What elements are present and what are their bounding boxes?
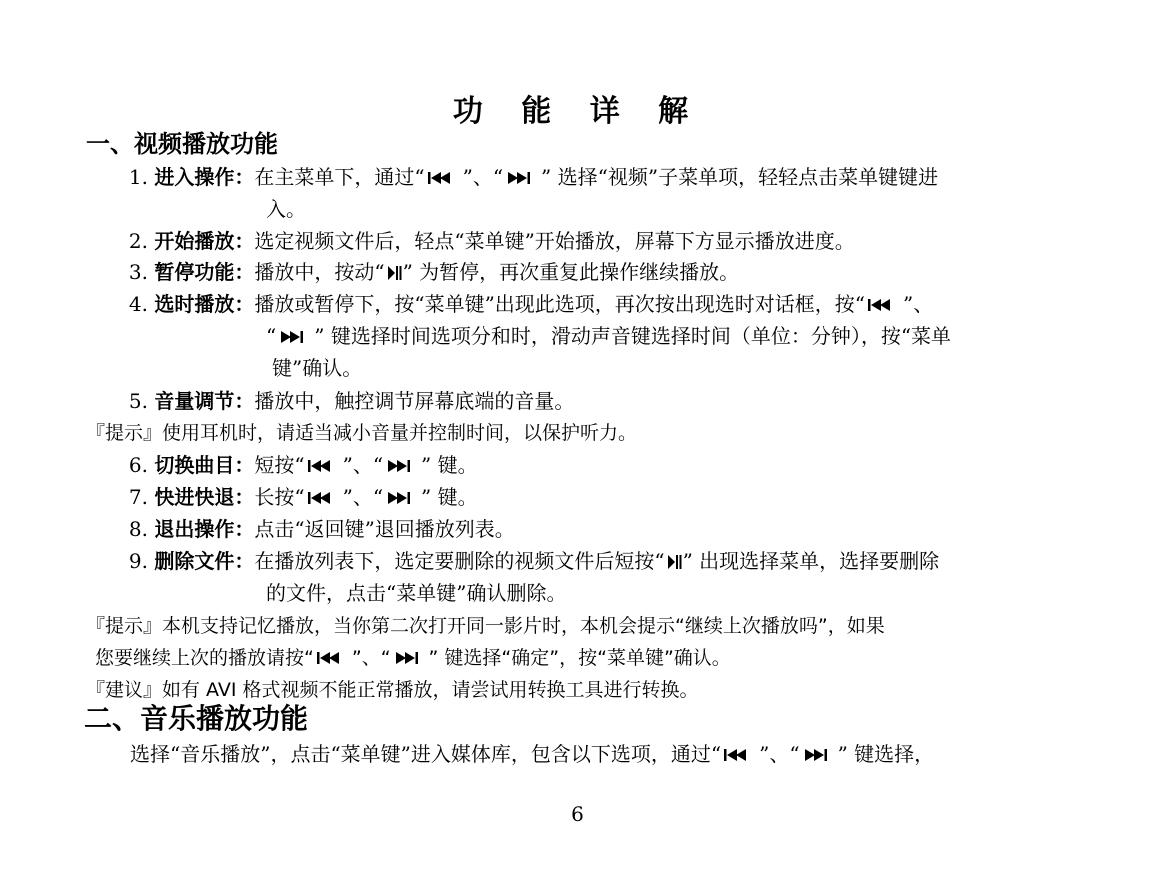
tip-note: 『提示』使用耳机时，请适当减小音量并控制时间，以保护听力。 bbox=[86, 422, 638, 444]
list-item bbox=[116, 515, 515, 543]
item-text: 短按“ bbox=[254, 453, 305, 477]
paragraph bbox=[130, 740, 934, 768]
next-track-icon bbox=[503, 171, 541, 185]
item-label: 快进快退： bbox=[154, 485, 255, 509]
play-pause-icon bbox=[665, 554, 683, 570]
item-text: 播放或暂停下，按“菜单键”出现此选项，再次按出现选时对话框，按“ bbox=[254, 292, 866, 316]
item-text: 点击“返回键”退回播放列表。 bbox=[254, 517, 515, 541]
list-item bbox=[116, 290, 933, 318]
list-item bbox=[116, 387, 574, 415]
prev-track-icon bbox=[314, 651, 352, 665]
next-track-icon bbox=[391, 651, 429, 665]
item-continuation: 入。 bbox=[266, 197, 306, 221]
item-text: ”、“ bbox=[342, 453, 384, 477]
item-text: 长按“ bbox=[254, 485, 305, 509]
paragraph-text: ” 键选择， bbox=[837, 742, 935, 766]
list-item bbox=[116, 227, 855, 255]
next-track-icon bbox=[800, 748, 838, 762]
item-text: 在播放列表下，选定要删除的视频文件后短按“ bbox=[254, 549, 665, 573]
tip-text: ” 键选择“确定”，按“菜单键”确认。 bbox=[428, 647, 731, 669]
item-number: 2. bbox=[128, 229, 148, 253]
list-item bbox=[116, 483, 478, 511]
item-label: 切换曲目： bbox=[154, 453, 255, 477]
item-text: ”、“ bbox=[342, 485, 384, 509]
item-text: 播放中，按动“ bbox=[254, 260, 385, 284]
page-title: 功 能 详 解 bbox=[452, 94, 703, 129]
item-number: 7. bbox=[128, 485, 148, 509]
item-number: 3. bbox=[128, 260, 148, 284]
item-number: 8. bbox=[128, 517, 148, 541]
item-number: 9. bbox=[128, 549, 148, 573]
item-label: 开始播放： bbox=[154, 229, 255, 253]
next-track-icon bbox=[383, 491, 421, 505]
tip-note-continuation bbox=[95, 644, 731, 672]
play-pause-icon bbox=[385, 265, 403, 281]
item-text: ” 键。 bbox=[421, 485, 478, 509]
section-heading-music: 二、音乐播放功能 bbox=[84, 702, 309, 735]
section-heading-video: 一、视频播放功能 bbox=[86, 129, 278, 158]
item-number: 1. bbox=[128, 165, 148, 189]
list-item bbox=[116, 258, 739, 286]
item-number: 4. bbox=[128, 292, 148, 316]
prev-track-icon bbox=[865, 298, 903, 312]
item-label: 音量调节： bbox=[154, 389, 255, 413]
item-number: 5. bbox=[128, 389, 148, 413]
item-label: 删除文件： bbox=[154, 549, 255, 573]
page-number: 6 bbox=[571, 802, 584, 826]
item-continuation bbox=[266, 322, 951, 350]
tip-text: 您要继续上次的播放请按“ bbox=[95, 647, 314, 669]
item-continuation: 键”确认。 bbox=[272, 356, 363, 380]
item-text: ” 选择“视频”子菜单项，轻轻点击菜单键键进 bbox=[541, 165, 939, 189]
list-item bbox=[116, 547, 939, 575]
item-text: 在主菜单下，通过“ bbox=[254, 165, 425, 189]
prev-track-icon bbox=[305, 459, 343, 473]
prev-track-icon bbox=[305, 491, 343, 505]
item-text: “ bbox=[266, 324, 277, 348]
item-label: 退出操作： bbox=[154, 517, 255, 541]
item-label: 选时播放： bbox=[154, 292, 255, 316]
list-item bbox=[116, 451, 478, 479]
item-label: 进入操作： bbox=[154, 165, 255, 189]
item-text: ” 为暂停，再次重复此操作继续播放。 bbox=[402, 260, 740, 284]
item-continuation: 的文件，点击“菜单键”确认删除。 bbox=[266, 581, 567, 605]
item-text: 选定视频文件后，轻点“菜单键”开始播放，屏幕下方显示播放进度。 bbox=[254, 229, 855, 253]
suggestion-note: 『建议』如有 AVI 格式视频不能正常播放，请尝试用转换工具进行转换。 bbox=[86, 679, 699, 701]
item-text: 播放中，触控调节屏幕底端的音量。 bbox=[254, 389, 575, 413]
next-track-icon bbox=[383, 459, 421, 473]
next-track-icon bbox=[276, 330, 314, 344]
paragraph-text: ”、“ bbox=[759, 742, 800, 766]
item-text: ” 出现选择菜单，选择要删除 bbox=[682, 549, 940, 573]
item-number: 6. bbox=[128, 453, 148, 477]
prev-track-icon bbox=[425, 171, 463, 185]
tip-text: ”、“ bbox=[351, 647, 391, 669]
paragraph-text: 选择“音乐播放”，点击“菜单键”进入媒体库，包含以下选项，通过“ bbox=[130, 742, 722, 766]
item-text: ” 键选择时间选项分和时，滑动声音键选择时间（单位：分钟），按“菜单 bbox=[314, 324, 952, 348]
item-text: ”、 bbox=[903, 292, 934, 316]
tip-note: 『提示』本机支持记忆播放，当你第二次打开同一影片时，本机会提示“继续上次播放吗”，如果 bbox=[86, 615, 885, 637]
item-label: 暂停功能： bbox=[154, 260, 255, 284]
item-text: ” 键。 bbox=[421, 453, 478, 477]
list-item bbox=[116, 163, 938, 191]
item-text: ”、“ bbox=[462, 165, 504, 189]
prev-track-icon bbox=[721, 748, 759, 762]
